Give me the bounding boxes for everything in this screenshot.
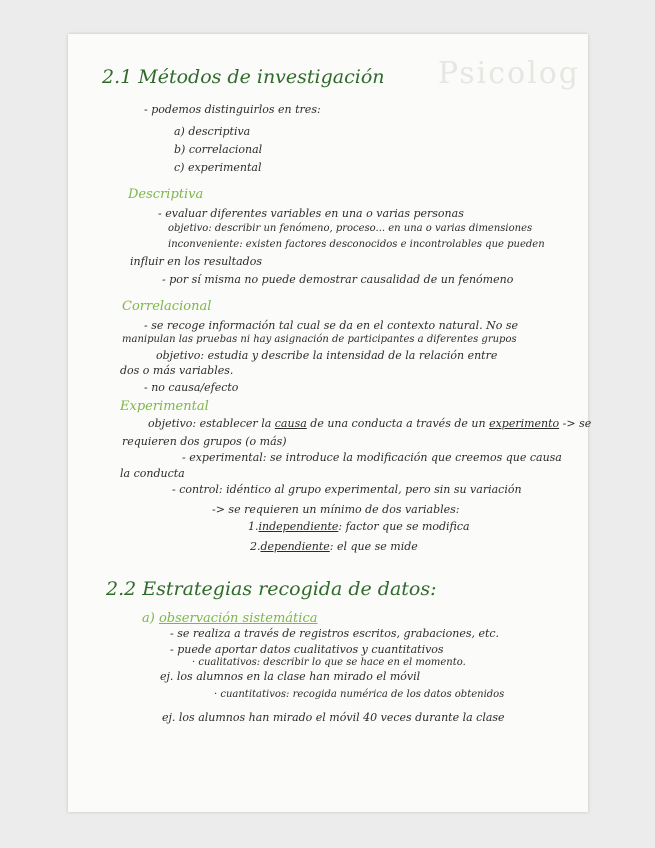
note-text: a): [142, 611, 159, 626]
underlined-word: independiente: [258, 520, 339, 533]
note-line: requieren dos grupos (o más): [122, 435, 287, 448]
section-heading-2-2: 2.2 Estrategias recogida de datos:: [106, 578, 437, 600]
underlined-word: causa: [274, 417, 307, 430]
note-line: la conducta: [120, 467, 185, 480]
note-line: [250, 541, 418, 552]
note-text: objetivo: establecer la: [148, 417, 275, 430]
bleed-through-text: Psicolog: [437, 56, 580, 91]
list-item-a: a) descriptiva: [174, 125, 251, 138]
note-line: - no causa/efecto: [144, 381, 239, 394]
note-line: dos o más variables.: [120, 364, 234, 377]
list-item-c: c) experimental: [174, 161, 262, 174]
note-text: : el que se mide: [329, 540, 418, 553]
note-line: influir en los resultados: [130, 255, 262, 268]
note-line: manipulan las pruebas ni hay asignación de participantes a diferentes grupos: [122, 334, 517, 345]
note-line: inconveniente: existen factores desconocidos e incontrolables que pueden: [168, 239, 545, 250]
note-line: - se recoge información tal cual se da en el contexto natural. No se: [144, 319, 518, 332]
note-text: -> se: [559, 417, 592, 430]
list-item-b: b) correlacional: [174, 143, 263, 156]
subheading-observacion: [142, 612, 317, 625]
note-line: ej. los alumnos en la clase han mirado el móvil: [160, 670, 421, 683]
note-text: de una conducta a través de un: [306, 417, 490, 430]
note-line: - puede aportar datos cualitativos y cuantitativos: [170, 643, 444, 656]
subheading-experimental: Experimental: [120, 399, 209, 414]
note-line: - evaluar diferentes variables en una o varias personas: [158, 207, 464, 220]
note-line: - podemos distinguirlos en tres:: [144, 103, 321, 116]
note-line: [148, 418, 591, 429]
note-line: · cualitativos: describir lo que se hace en el momento.: [192, 657, 466, 668]
note-text: 2.: [250, 540, 261, 553]
underlined-word: dependiente: [260, 540, 330, 553]
underlined-word: experimento: [489, 417, 560, 430]
note-line: · cuantitativos: recogida numérica de los datos obtenidos: [214, 689, 505, 700]
section-heading-2-1: 2.1 Métodos de investigación: [102, 66, 385, 88]
note-line: - por sí misma no puede demostrar causalidad de un fenómeno: [162, 273, 514, 286]
note-line: -> se requieren un mínimo de dos variables:: [212, 503, 460, 516]
note-line: objetivo: estudia y describe la intensidad de la relación entre: [156, 349, 498, 362]
note-line: - control: idéntico al grupo experimental, pero sin su variación: [172, 483, 522, 496]
note-line: - se realiza a través de registros escritos, grabaciones, etc.: [170, 627, 500, 640]
subheading-descriptiva: Descriptiva: [128, 187, 204, 202]
subheading-correlacional: Correlacional: [122, 299, 212, 314]
note-line: ej. los alumnos han mirado el móvil 40 veces durante la clase: [162, 711, 505, 724]
notebook-page: [68, 34, 592, 812]
note-text: : factor que se modifica: [338, 520, 470, 533]
note-line: - experimental: se introduce la modificación que creemos que causa: [182, 451, 562, 464]
note-line: [248, 521, 470, 532]
note-text: 1.: [248, 520, 259, 533]
underlined-word: observación sistemática: [158, 611, 318, 626]
note-line: objetivo: describir un fenómeno, proceso... en una o varias dimensiones: [168, 223, 533, 234]
